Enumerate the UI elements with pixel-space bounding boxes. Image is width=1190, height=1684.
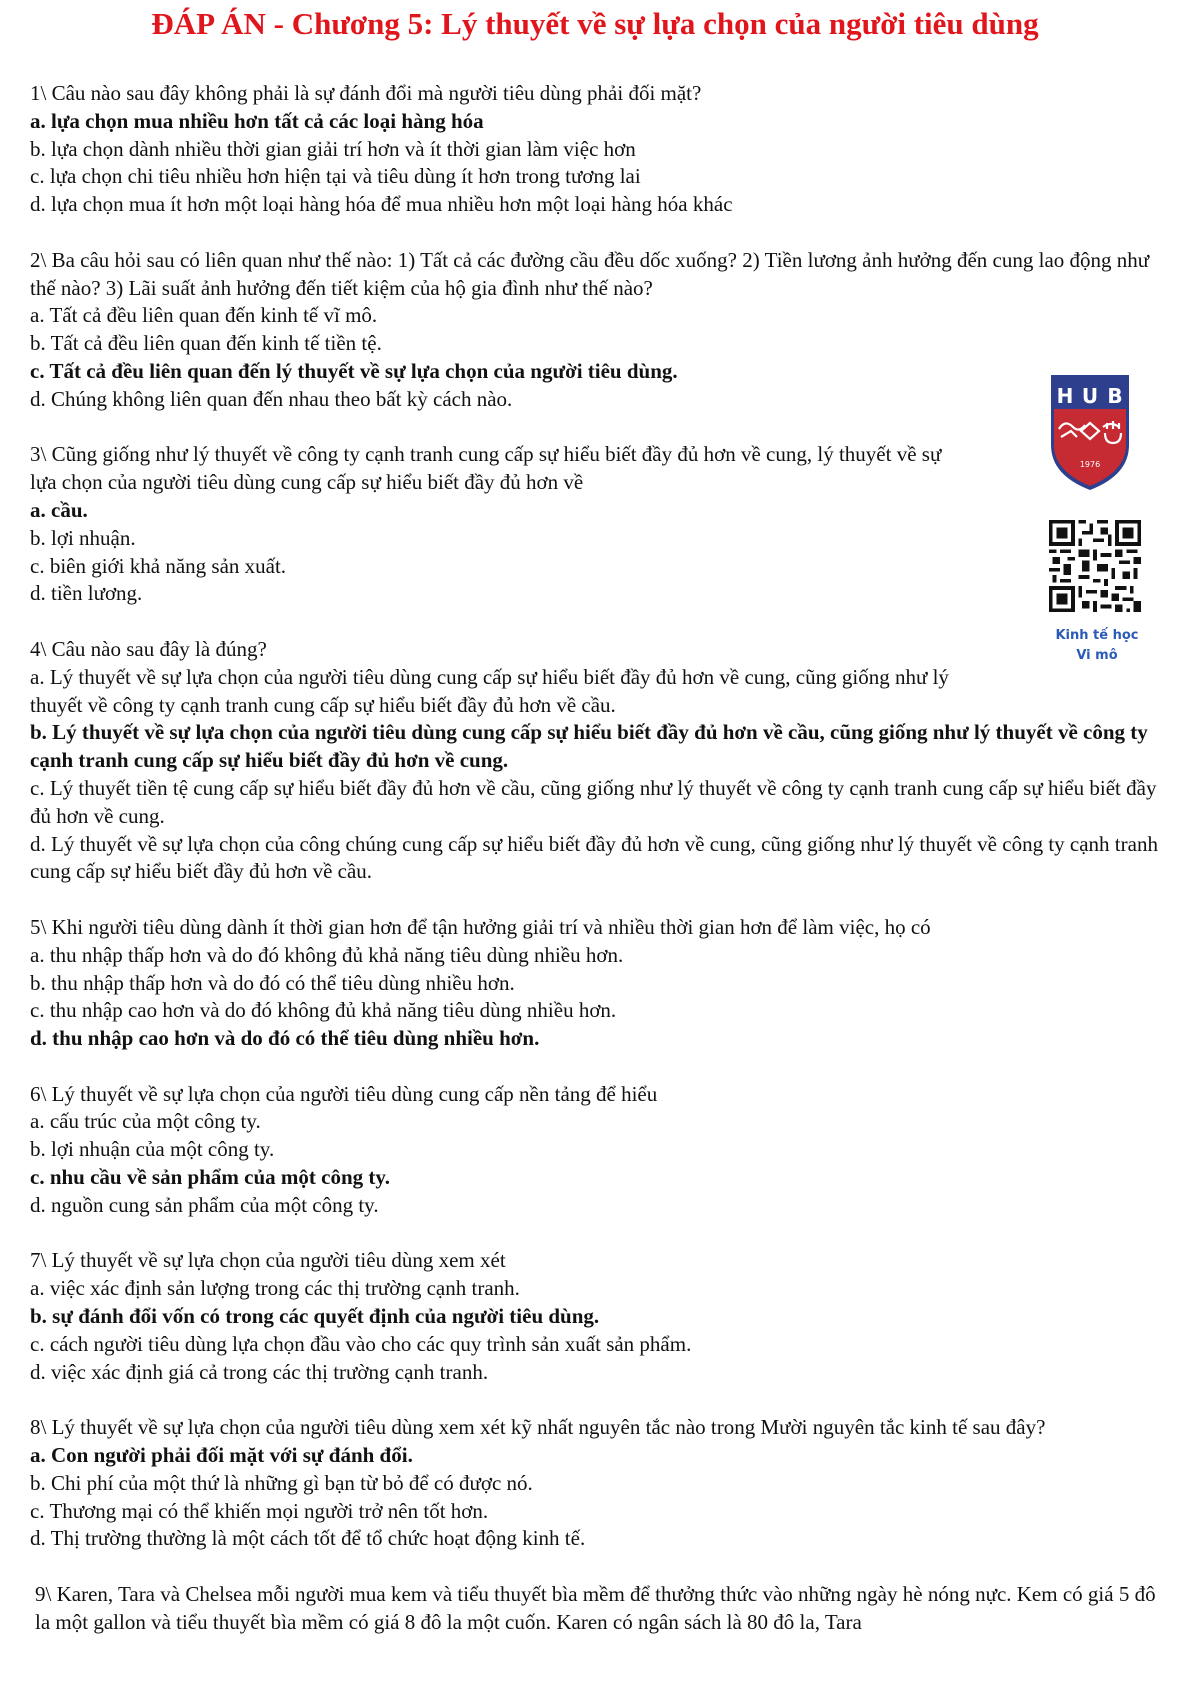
option: b. lợi nhuận của một công ty. <box>30 1137 275 1162</box>
hub-logo-icon <box>1047 371 1133 493</box>
option: b. lựa chọn dành nhiều thời gian giải trí hơn và ít thời gian làm việc hơn <box>30 136 636 161</box>
logo-letter: B <box>1107 384 1123 408</box>
option: d. Thị trường thường là một cách tốt để tổ chức hoạt động kinh tế. <box>30 1526 586 1551</box>
question-7 <box>30 1247 1165 1386</box>
question-4 <box>30 636 1165 886</box>
question-8 <box>30 1414 1165 1553</box>
question-text: 9\ Karen, Tara và Chelsea mỗi người mua kem và tiểu thuyết bìa mềm để thưởng thức vào những ngày hè nóng nực. Kem có giá 5 đô la một gallon và tiểu thuyết bìa mềm có giá 8 đô la một cuốn. Karen có ngân sách là 80 đô la, Tara <box>35 1582 1156 1634</box>
option: c. cách người tiêu dùng lựa chọn đầu vào cho các quy trình sản xuất sản phẩm. <box>30 1331 692 1356</box>
qr-code-icon[interactable] <box>1048 520 1142 612</box>
question-5 <box>30 914 1165 1053</box>
question-text: 4\ Câu nào sau đây là đúng? <box>30 636 267 661</box>
brand-label <box>1042 626 1152 666</box>
option: b. Tất cả đều liên quan đến kinh tế tiền tệ. <box>30 331 382 356</box>
question-3 <box>30 441 1165 608</box>
option: b. Chi phí của một thứ là những gì bạn từ bỏ để có được nó. <box>30 1470 533 1495</box>
option: c. lựa chọn chi tiêu nhiều hơn hiện tại và tiêu dùng ít hơn trong tương lai <box>30 164 641 189</box>
option: d. tiền lương. <box>30 581 143 606</box>
question-text: 3\ Cũng giống như lý thuyết về công ty cạnh tranh cung cấp sự hiểu biết đầy đủ hơn về cung, lý thuyết về sự lựa chọn của người tiêu dùng cung cấp sự hiểu biết đầy đủ hơn về <box>30 442 942 495</box>
logo-year: 1976 <box>1079 460 1101 469</box>
question-1 <box>30 80 1165 219</box>
option: c. Thương mại có thể khiến mọi người trở nên tốt hơn. <box>30 1498 489 1523</box>
question-text: 2\ Ba câu hỏi sau có liên quan như thế nào: 1) Tất cả các đường cầu đều dốc xuống? 2) Tiền lương ảnh hưởng đến cung lao động như thế nào? 3) Lãi suất ảnh hưởng đến tiết kiệm của hộ gia đình như thế nào? <box>30 247 1150 300</box>
option: a. thu nhập thấp hơn và do đó không đủ khả năng tiêu dùng nhiều hơn. <box>30 942 624 967</box>
option: d. việc xác định giá cả trong các thị trường cạnh tranh. <box>30 1359 489 1384</box>
brand-line-2: Vi mô <box>1076 648 1118 663</box>
option-correct: c. nhu cầu về sản phẩm của một công ty. <box>30 1165 390 1190</box>
question-text: 7\ Lý thuyết về sự lựa chọn của người tiêu dùng xem xét <box>30 1248 506 1273</box>
option-correct: b. sự đánh đổi vốn có trong các quyết định của người tiêu dùng. <box>30 1304 600 1329</box>
brand-line-1: Kinh tế học <box>1055 628 1139 643</box>
option: a. việc xác định sản lượng trong các thị trường cạnh tranh. <box>30 1276 520 1301</box>
option-correct: b. Lý thuyết về sự lựa chọn của người tiêu dùng cung cấp sự hiểu biết đầy đủ hơn về cầu, cũng giống như lý thuyết về công ty cạnh tranh cung cấp sự hiểu biết đầy đủ hơn về cung. <box>30 720 1148 773</box>
option: a. Lý thuyết về sự lựa chọn của người tiêu dùng cung cấp sự hiểu biết đầy đủ hơn về cung, cũng giống như lý thuyết về công ty cạnh tranh cung cấp sự hiểu biết đầy đủ hơn về cầu. <box>30 664 949 717</box>
option: c. Lý thuyết tiền tệ cung cấp sự hiểu biết đầy đủ hơn về cầu, cũng giống như lý thuyết về công ty cạnh tranh cung cấp sự hiểu biết đầy đủ hơn về cung. <box>30 775 1157 828</box>
question-text: 6\ Lý thuyết về sự lựa chọn của người tiêu dùng cung cấp nền tảng để hiểu <box>30 1081 658 1106</box>
option: b. lợi nhuận. <box>30 525 136 550</box>
logo-letter: U <box>1081 384 1099 408</box>
option-correct: a. cầu. <box>30 497 88 522</box>
question-2 <box>30 247 1165 414</box>
option-correct: a. Con người phải đối mặt với sự đánh đổi. <box>30 1443 413 1468</box>
question-9 <box>30 1581 1165 1637</box>
option: d. Chúng không liên quan đến nhau theo bất kỳ cách nào. <box>30 386 513 411</box>
option: c. biên giới khả năng sản xuất. <box>30 553 287 578</box>
option-correct: a. lựa chọn mua nhiều hơn tất cả các loại hàng hóa <box>30 108 484 133</box>
option: a. cấu trúc của một công ty. <box>30 1109 261 1134</box>
question-6 <box>30 1081 1165 1220</box>
question-text: 1\ Câu nào sau đây không phải là sự đánh đổi mà người tiêu dùng phải đối mặt? <box>30 81 702 105</box>
question-text: 5\ Khi người tiêu dùng dành ít thời gian hơn để tận hưởng giải trí và nhiều thời gian hơn để làm việc, họ có <box>30 914 931 939</box>
option-correct: d. thu nhập cao hơn và do đó có thể tiêu dùng nhiều hơn. <box>30 1026 540 1051</box>
option-correct: c. Tất cả đều liên quan đến lý thuyết về sự lựa chọn của người tiêu dùng. <box>30 358 678 383</box>
page-title: ĐÁP ÁN - Chương 5: Lý thuyết về sự lựa chọn của người tiêu dùng <box>151 6 1039 41</box>
logo-letter: H <box>1056 384 1074 408</box>
option: d. lựa chọn mua ít hơn một loại hàng hóa để mua nhiều hơn một loại hàng hóa khác <box>30 192 733 217</box>
option: b. thu nhập thấp hơn và do đó có thể tiêu dùng nhiều hơn. <box>30 970 515 995</box>
option: d. Lý thuyết về sự lựa chọn của công chúng cung cấp sự hiểu biết đầy đủ hơn về cung, cũng giống như lý thuyết về công ty cạnh tranh cung cấp sự hiểu biết đầy đủ hơn về cầu. <box>30 831 1158 884</box>
question-text: 8\ Lý thuyết về sự lựa chọn của người tiêu dùng xem xét kỹ nhất nguyên tắc nào trong Mười nguyên tắc kinh tế sau đây? <box>30 1415 1046 1440</box>
option: c. thu nhập cao hơn và do đó không đủ khả năng tiêu dùng nhiều hơn. <box>30 998 617 1023</box>
option: a. Tất cả đều liên quan đến kinh tế vĩ mô. <box>30 303 378 328</box>
option: d. nguồn cung sản phẩm của một công ty. <box>30 1192 379 1217</box>
answer-key-content <box>30 80 1165 1664</box>
